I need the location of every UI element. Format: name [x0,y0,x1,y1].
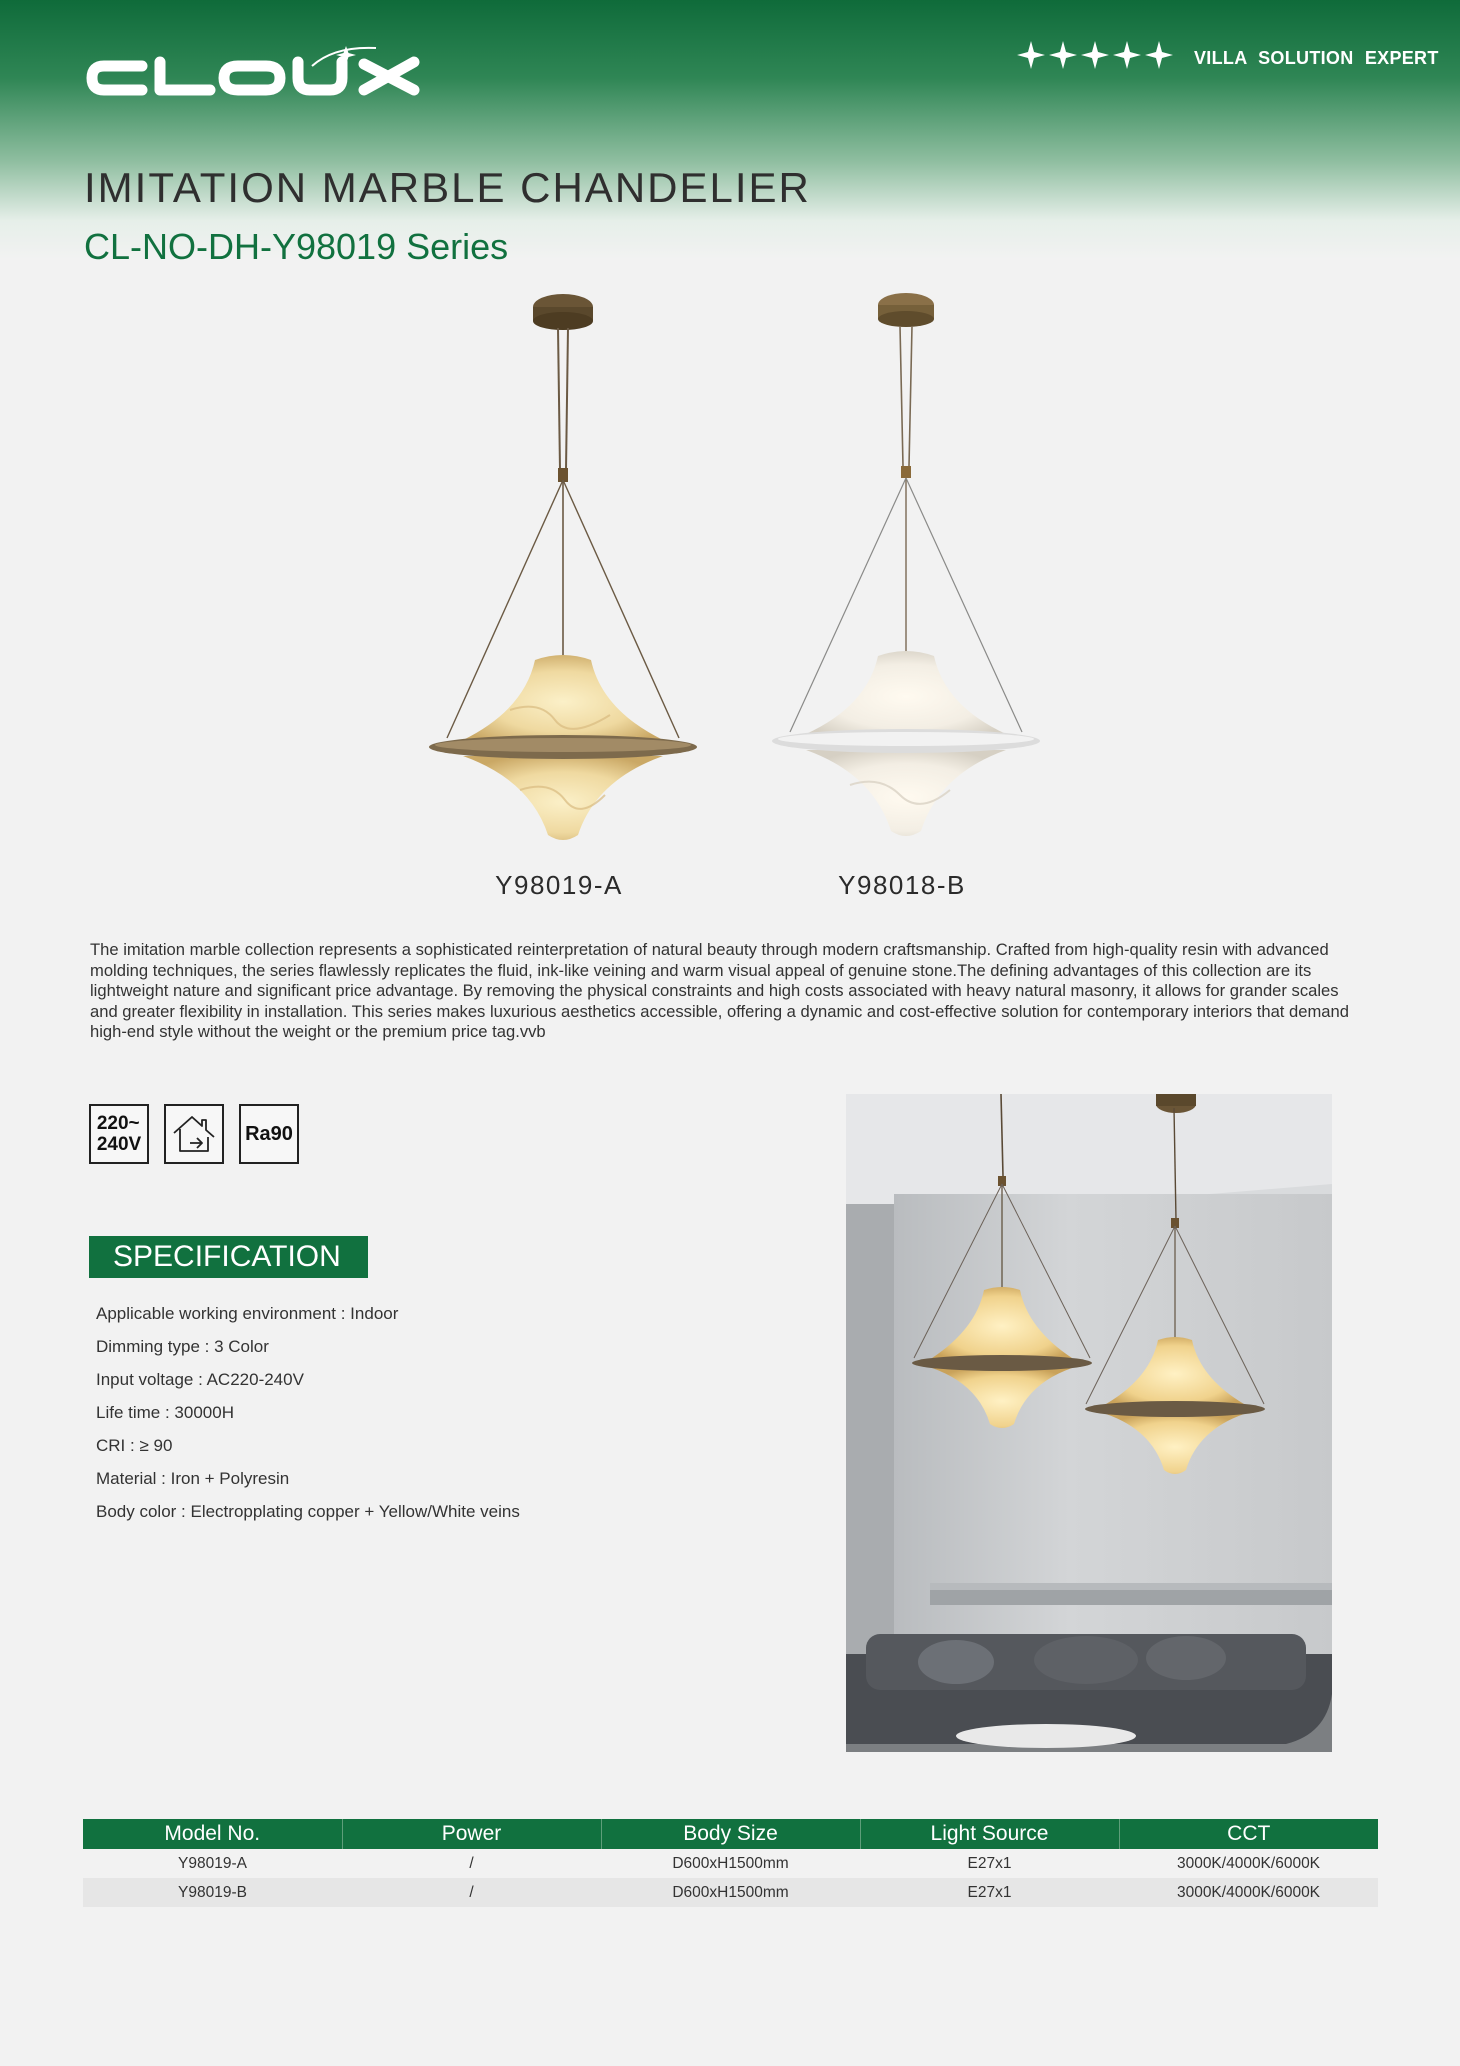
pendant-lamp-a [429,294,697,840]
table-header-row [83,1819,1378,1849]
product-description: The imitation marble collection represents a sophisticated reinterpretation of natural beauty through modern craftsmanship. Crafted from high-quality resin with advanced molding techniques, the series flawlessly replicates the fluid, ink-like veining and warm visual appeal of genuine stone.The defining advantages of this collection are its lightweight nature and significant price advantage. By removing the physical constraints and high costs associated with heavy natural masonry, it allows for grander scales and greater flexibility in installation. This series makes luxurious aesthetics accessible, offering a dynamic and cost-effective solution for contemporary interiors that demand high-end style without the weight or the premium price tag.vvb [90,940,1349,1041]
cri-badge: Ra90 [239,1104,299,1164]
page-title: IMITATION MARBLE CHANDELIER [84,164,811,211]
cell-cct: 3000K/4000K/6000K [1176,1854,1321,1872]
house-icon [170,1111,218,1157]
cell-power: / [342,1878,601,1907]
star-icon [1080,40,1110,70]
header-band [0,0,1460,260]
spec-item-voltage: Input voltage : AC220-240V [96,1370,304,1389]
cell-power: / [469,1854,474,1872]
header-light-source: Light Source [860,1819,1119,1849]
cell-light-source: E27x1 [860,1878,1119,1907]
cell-model-no: Y98019-A [178,1854,247,1872]
five-star-icon [1016,40,1174,70]
star-icon [1144,40,1174,70]
voltage-badge [89,1104,149,1164]
star-icon [1048,40,1078,70]
specification-heading: SPECIFICATION [89,1236,368,1278]
model-label-a: Y98019-A [495,870,623,900]
cell-light-source: E27x1 [967,1854,1012,1872]
header-power: Power [342,1819,601,1849]
pendant-lamp-b [772,293,1040,836]
header-cct: CCT [1119,1819,1378,1849]
series-subtitle: CL-NO-DH-Y98019 Series [84,226,509,267]
spec-item-body-color: Body color : Electropplating copper + Yellow/White veins [96,1502,520,1521]
header-body-size: Body Size [601,1819,860,1849]
cell-cct: 3000K/4000K/6000K [1119,1878,1378,1907]
spec-item-environment: Applicable working environment : Indoor [96,1304,399,1323]
spec-item-cri: CRI : ≥ 90 [96,1436,173,1455]
interior-scene-photo [846,1094,1332,1752]
indoor-house-icon [164,1104,224,1164]
model-label-b: Y98018-B [838,870,966,900]
spec-item-dimming: Dimming type : 3 Color [96,1337,269,1356]
cell-body-size: D600xH1500mm [601,1878,860,1907]
voltage-line-2: 240V [96,1134,142,1155]
header-model-no: Model No. [83,1819,342,1849]
cell-body-size: D600xH1500mm [672,1854,789,1872]
star-icon [1016,40,1046,70]
spec-item-material: Material : Iron + Polyresin [96,1469,290,1488]
product-images [380,280,1080,860]
table-row [83,1849,1378,1878]
model-spec-table [83,1819,1378,1907]
cell-model-no: Y98019-B [83,1878,342,1907]
specification-list [96,1300,520,1531]
cloux-logo [84,44,436,104]
table-row [83,1878,1378,1907]
brand-tagline: VILLA SOLUTION EXPERT [1194,48,1439,68]
voltage-line-1: 220~ [96,1113,140,1134]
star-icon [1112,40,1142,70]
spec-item-lifetime: Life time : 30000H [96,1403,234,1422]
